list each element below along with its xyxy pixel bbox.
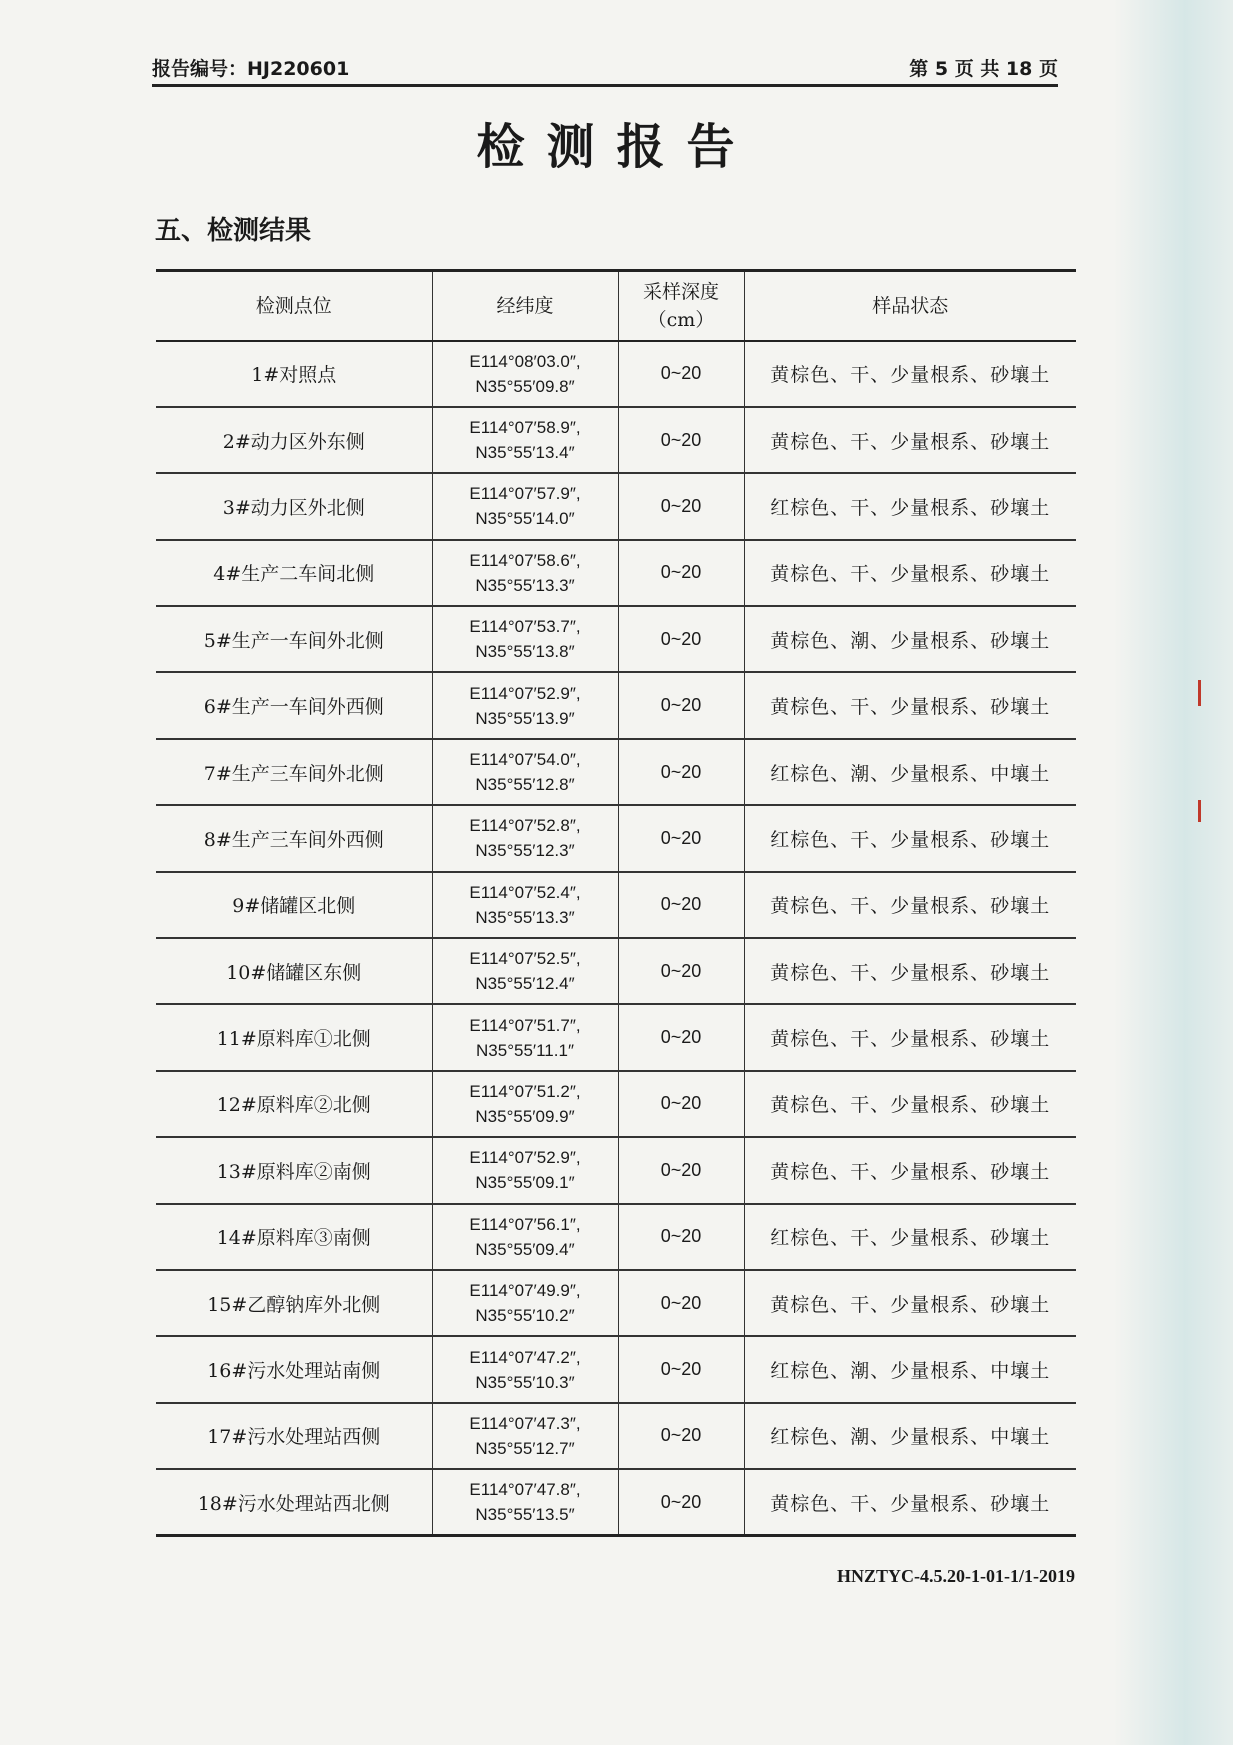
edge-mark-bottom <box>1198 800 1201 822</box>
cell-sample-state: 黄棕色、干、少量根系、砂壤土 <box>744 1004 1076 1070</box>
table-row <box>156 407 1076 473</box>
table-row <box>156 672 1076 738</box>
cell-coordinates <box>432 1336 618 1402</box>
cell-depth: 0~20 <box>618 938 744 1004</box>
cell-sampling-point: 5#生产一车间外北侧 <box>156 606 432 672</box>
cell-coordinates <box>432 1137 618 1203</box>
column-header-point: 检测点位 <box>156 271 432 341</box>
cell-depth: 0~20 <box>618 805 744 871</box>
cell-latitude: N35°55′13.9″ <box>475 708 575 728</box>
cell-sampling-point: 3#动力区外北侧 <box>156 473 432 539</box>
table-row <box>156 1071 1076 1137</box>
cell-sample-state: 红棕色、潮、少量根系、中壤土 <box>744 1403 1076 1469</box>
cell-coordinates <box>432 540 618 606</box>
cell-latitude: N35°55′13.4″ <box>475 443 575 463</box>
cell-longitude: E114°07′47.2″, <box>469 1347 581 1367</box>
cell-latitude: N35°55′09.4″ <box>475 1239 575 1259</box>
cell-latitude: N35°55′12.8″ <box>475 775 575 795</box>
table-row <box>156 938 1076 1004</box>
cell-sampling-point: 2#动力区外东侧 <box>156 407 432 473</box>
cell-sampling-point: 14#原料库③南侧 <box>156 1204 432 1270</box>
table-row <box>156 606 1076 672</box>
cell-sample-state: 黄棕色、干、少量根系、砂壤土 <box>744 1270 1076 1336</box>
cell-sampling-point: 13#原料库②南侧 <box>156 1137 432 1203</box>
cell-latitude: N35°55′12.3″ <box>475 841 575 861</box>
table-row <box>156 1204 1076 1270</box>
cell-sampling-point: 7#生产三车间外北侧 <box>156 739 432 805</box>
cell-sample-state: 黄棕色、干、少量根系、砂壤土 <box>744 1071 1076 1137</box>
cell-sample-state: 黄棕色、干、少量根系、砂壤土 <box>744 1137 1076 1203</box>
table-header-row <box>156 271 1076 341</box>
cell-coordinates <box>432 1004 618 1070</box>
cell-latitude: N35°55′13.3″ <box>475 575 575 595</box>
cell-sample-state: 红棕色、干、少量根系、砂壤土 <box>744 1204 1076 1270</box>
cell-longitude: E114°07′47.3″, <box>469 1413 581 1433</box>
cell-depth: 0~20 <box>618 606 744 672</box>
table-row <box>156 1403 1076 1469</box>
cell-sample-state: 黄棕色、干、少量根系、砂壤土 <box>744 938 1076 1004</box>
cell-sampling-point: 9#储罐区北侧 <box>156 872 432 938</box>
report-number: 报告编号：HJ220601 <box>152 58 350 80</box>
cell-longitude: E114°07′58.6″, <box>469 550 581 570</box>
cell-latitude: N35°55′13.3″ <box>475 907 575 927</box>
cell-depth: 0~20 <box>618 1469 744 1535</box>
cell-depth: 0~20 <box>618 407 744 473</box>
cell-sample-state: 黄棕色、干、少量根系、砂壤土 <box>744 540 1076 606</box>
cell-sampling-point: 11#原料库①北侧 <box>156 1004 432 1070</box>
cell-latitude: N35°55′10.2″ <box>475 1306 575 1326</box>
column-header-state: 样品状态 <box>744 271 1076 341</box>
table-row <box>156 1004 1076 1070</box>
cell-sampling-point: 15#乙醇钠库外北侧 <box>156 1270 432 1336</box>
cell-depth: 0~20 <box>618 341 744 407</box>
cell-coordinates <box>432 473 618 539</box>
table-row <box>156 805 1076 871</box>
cell-latitude: N35°55′09.1″ <box>475 1173 575 1193</box>
cell-sampling-point: 16#污水处理站南侧 <box>156 1336 432 1402</box>
cell-sample-state: 红棕色、潮、少量根系、中壤土 <box>744 739 1076 805</box>
results-table <box>156 269 1076 1537</box>
cell-sample-state: 黄棕色、干、少量根系、砂壤土 <box>744 872 1076 938</box>
cell-sample-state: 黄棕色、干、少量根系、砂壤土 <box>744 1469 1076 1535</box>
cell-longitude: E114°07′52.9″, <box>469 683 581 703</box>
cell-coordinates <box>432 872 618 938</box>
cell-latitude: N35°55′09.8″ <box>475 376 575 396</box>
cell-longitude: E114°07′57.9″, <box>469 484 581 504</box>
column-header-depth <box>618 271 744 341</box>
table-row <box>156 872 1076 938</box>
cell-coordinates <box>432 1270 618 1336</box>
cell-latitude: N35°55′13.8″ <box>475 642 575 662</box>
cell-coordinates <box>432 341 618 407</box>
cell-depth: 0~20 <box>618 1270 744 1336</box>
cell-sample-state: 黄棕色、潮、少量根系、砂壤土 <box>744 606 1076 672</box>
cell-depth: 0~20 <box>618 672 744 738</box>
cell-coordinates <box>432 672 618 738</box>
cell-depth: 0~20 <box>618 872 744 938</box>
cell-coordinates <box>432 407 618 473</box>
cell-longitude: E114°08′03.0″, <box>469 351 581 371</box>
cell-latitude: N35°55′13.5″ <box>475 1505 575 1525</box>
cell-coordinates <box>432 606 618 672</box>
cell-depth: 0~20 <box>618 473 744 539</box>
cell-longitude: E114°07′58.9″, <box>469 418 581 438</box>
cell-latitude: N35°55′11.1″ <box>476 1040 574 1060</box>
cell-sampling-point: 1#对照点 <box>156 341 432 407</box>
cell-sample-state: 红棕色、干、少量根系、砂壤土 <box>744 473 1076 539</box>
cell-longitude: E114°07′52.8″, <box>469 816 581 836</box>
cell-sampling-point: 10#储罐区东侧 <box>156 938 432 1004</box>
cell-sample-state: 红棕色、干、少量根系、砂壤土 <box>744 805 1076 871</box>
cell-depth: 0~20 <box>618 1071 744 1137</box>
cell-latitude: N35°55′12.4″ <box>475 974 575 994</box>
cell-sample-state: 黄棕色、干、少量根系、砂壤土 <box>744 407 1076 473</box>
cell-longitude: E114°07′52.5″, <box>469 949 581 969</box>
cell-coordinates <box>432 1403 618 1469</box>
cell-sampling-point: 17#污水处理站西侧 <box>156 1403 432 1469</box>
table-row <box>156 1336 1076 1402</box>
document-title: 检测报告 <box>476 119 757 175</box>
form-code: HNZTYC-4.5.20-1-01-1/1-2019 <box>837 1566 1075 1586</box>
table-row <box>156 341 1076 407</box>
cell-coordinates <box>432 1469 618 1535</box>
cell-latitude: N35°55′10.3″ <box>475 1372 575 1392</box>
cell-sampling-point: 8#生产三车间外西侧 <box>156 805 432 871</box>
cell-longitude: E114°07′47.8″, <box>469 1480 581 1500</box>
cell-sample-state: 黄棕色、干、少量根系、砂壤土 <box>744 672 1076 738</box>
cell-longitude: E114°07′51.2″, <box>469 1081 581 1101</box>
table-row <box>156 1270 1076 1336</box>
cell-sampling-point: 6#生产一车间外西侧 <box>156 672 432 738</box>
cell-depth: 0~20 <box>618 540 744 606</box>
column-header-coords: 经纬度 <box>432 271 618 341</box>
cell-coordinates <box>432 1071 618 1137</box>
column-header-depth-line2: （cm） <box>647 308 715 331</box>
column-header-depth-line1: 采样深度 <box>642 280 719 303</box>
cell-coordinates <box>432 1204 618 1270</box>
cell-longitude: E114°07′56.1″, <box>469 1214 581 1234</box>
cell-longitude: E114°07′54.0″, <box>469 750 581 770</box>
cell-sampling-point: 12#原料库②北侧 <box>156 1071 432 1137</box>
table-row <box>156 540 1076 606</box>
cell-longitude: E114°07′53.7″, <box>469 617 581 637</box>
section-title: 五、检测结果 <box>155 216 312 246</box>
page-indicator: 第 5 页 共 18 页 <box>909 58 1058 80</box>
report-header <box>152 52 1058 87</box>
cell-coordinates <box>432 739 618 805</box>
cell-depth: 0~20 <box>618 1336 744 1402</box>
cell-depth: 0~20 <box>618 739 744 805</box>
cell-latitude: N35°55′12.7″ <box>475 1438 575 1458</box>
cell-longitude: E114°07′52.9″, <box>469 1148 581 1168</box>
cell-longitude: E114°07′52.4″, <box>469 882 581 902</box>
cell-longitude: E114°07′51.7″, <box>469 1015 581 1035</box>
table-row <box>156 1469 1076 1535</box>
table-row <box>156 473 1076 539</box>
table-body <box>156 341 1076 1536</box>
cell-depth: 0~20 <box>618 1403 744 1469</box>
cell-longitude: E114°07′49.9″, <box>469 1281 581 1301</box>
cell-depth: 0~20 <box>618 1137 744 1203</box>
table-row <box>156 1137 1076 1203</box>
table-row <box>156 739 1076 805</box>
cell-sampling-point: 18#污水处理站西北侧 <box>156 1469 432 1535</box>
cell-sample-state: 红棕色、潮、少量根系、中壤土 <box>744 1336 1076 1402</box>
cell-sample-state: 黄棕色、干、少量根系、砂壤土 <box>744 341 1076 407</box>
cell-latitude: N35°55′09.9″ <box>475 1106 575 1126</box>
cell-depth: 0~20 <box>618 1204 744 1270</box>
cell-coordinates <box>432 938 618 1004</box>
cell-sampling-point: 4#生产二车间北侧 <box>156 540 432 606</box>
cell-latitude: N35°55′14.0″ <box>475 509 575 529</box>
edge-mark-top <box>1198 680 1201 706</box>
cell-coordinates <box>432 805 618 871</box>
page-edge-tint <box>1113 0 1233 1745</box>
cell-depth: 0~20 <box>618 1004 744 1070</box>
